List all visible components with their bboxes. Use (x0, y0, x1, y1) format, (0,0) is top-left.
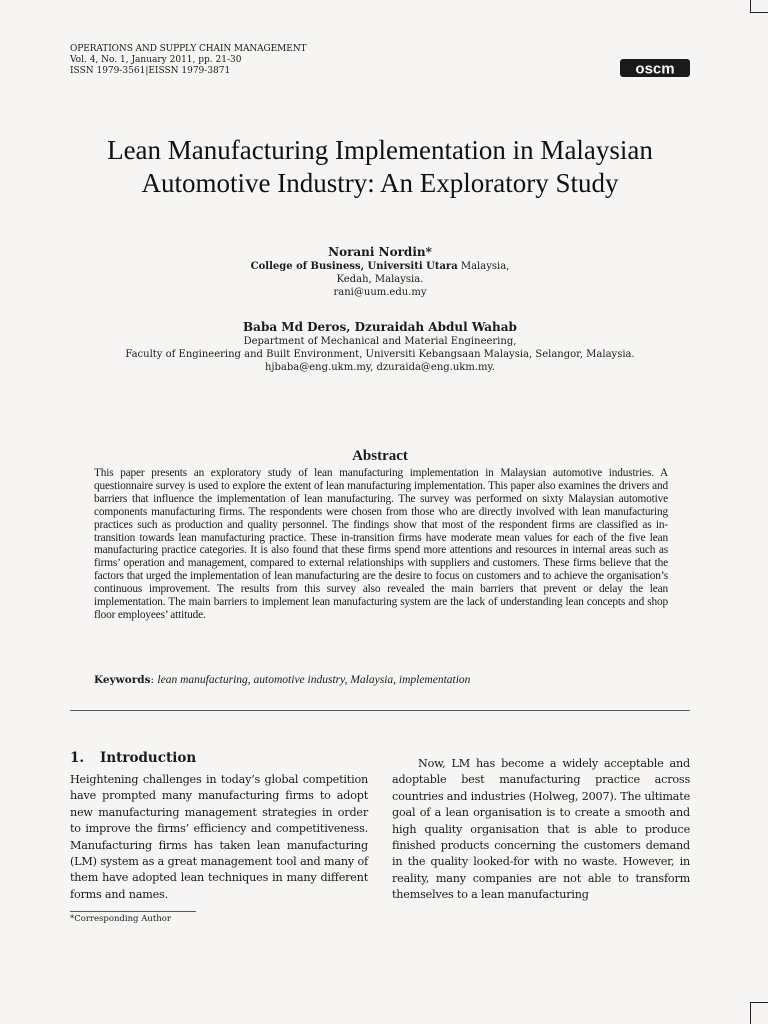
paper-title (70, 134, 690, 200)
keywords-value: lean manufacturing, automotive industry, Malaysia, implementation (157, 674, 471, 686)
oscm-logo (620, 58, 690, 78)
body-column-right: Now, LM has become a widely acceptable and adoptable best manufacturing practice across countries and industries (Holweg, 2007). The ultimate goal of a lean organisation is to create a smooth and high quality organisation that is able to produce finished products concerning the customers demand in the quality looked-for with no waste. However, in reality, many companies are not able to transform themselves to a lean manufacturing (392, 757, 690, 902)
footnote: *Corresponding Author (70, 914, 171, 924)
author-1-affiliation-rest: Malaysia, (457, 261, 510, 272)
journal-name: OPERATIONS AND SUPPLY CHAIN MANAGEMENT (70, 44, 307, 54)
section-divider (70, 710, 690, 711)
author-2-names: Baba Md Deros, Dzuraidah Abdul Wahab (243, 320, 517, 334)
author-2-emails[interactable]: hjbaba@eng.ukm.my, dzuraida@eng.ukm.my. (264, 362, 496, 373)
author-block-2 (70, 319, 690, 374)
body-column-left: Heightening challenges in today’s global competition have prompted many manufacturing firms to adopt new manufacturing management strategies in order to improve the firms’ efficiency and competitiveness. Manufacturing firms has taken lean manufacturing (LM) system as a great management tool and many of them have adopted lean techniques in many different forms and names. (70, 773, 368, 901)
author-2-faculty: Faculty of Engineering and Built Environment, Universiti Kebangsaan Malaysia, Selangor, Malaysia. (125, 349, 635, 360)
logo-text: oscm (635, 60, 675, 78)
journal-header (70, 44, 306, 77)
crop-mark-top-right-h (750, 12, 768, 13)
journal-issn: ISSN 1979-3561|EISSN 1979-3871 (70, 66, 231, 76)
crop-mark-bottom-right-h (750, 1002, 768, 1003)
author-1-affiliation (70, 260, 690, 273)
author-1-name: Norani Nordin* (328, 245, 432, 259)
author-1-email[interactable]: rani@uum.edu.my (333, 287, 427, 298)
footnote-rule (70, 911, 196, 912)
crop-mark-top-right-v (750, 0, 751, 12)
author-1-location: Kedah, Malaysia. (336, 274, 424, 285)
section-number: 1. (70, 750, 85, 766)
keywords-label: Keywords (94, 674, 151, 686)
journal-volume: Vol. 4, No. 1, January 2011, pp. 21-30 (70, 55, 242, 65)
author-1-affiliation-bold: College of Business, Universiti Utara (250, 261, 458, 272)
author-2-department: Department of Mechanical and Material Engineering, (243, 336, 517, 347)
title-line-1: Lean Manufacturing Implementation in Malaysian (107, 135, 653, 165)
keywords-separator: : (150, 674, 158, 686)
abstract-heading: Abstract (352, 448, 408, 464)
title-line-2: Automotive Industry: An Exploratory Study (141, 168, 619, 198)
abstract-text: This paper presents an exploratory study of lean manufacturing implementation in Malaysian automotive industries. A questionnaire survey is used to explore the extent of lean manufacturing implementation. This paper also examines the drivers and barriers that influence the implementation of lean manufacturing. The survey was performed on sixty Malaysian automotive components manufacturing firms. The respondents were chosen from those who are directly involved with lean manufacturing practices such as production and quality personnel. The findings show that most of the respondent firms are classified as in-transition towards lean manufacturing practice. These in-transition firms have moderate mean values for each of the five lean manufacturing practice categories. It is also found that these firms spend more attentions and resources in internal areas such as firms’ operation and management, compared to external relationships with suppliers and customers. These firms believe that the factors that urged the implementation of lean manufacturing are the desire to focus on customers and to achieve the organisation’s continuous improvement. The results from this survey also revealed the main barriers that prevent or delay the lean implementation. The main barriers to implement lean manufacturing system are the lack of understanding lean concepts and shop floor employees’ attitude. (94, 467, 668, 621)
section-title: Introduction (100, 750, 197, 766)
author-block-1 (70, 244, 690, 299)
section-heading (70, 750, 196, 766)
keywords (94, 674, 668, 687)
crop-mark-bottom-right-v (750, 1002, 751, 1024)
